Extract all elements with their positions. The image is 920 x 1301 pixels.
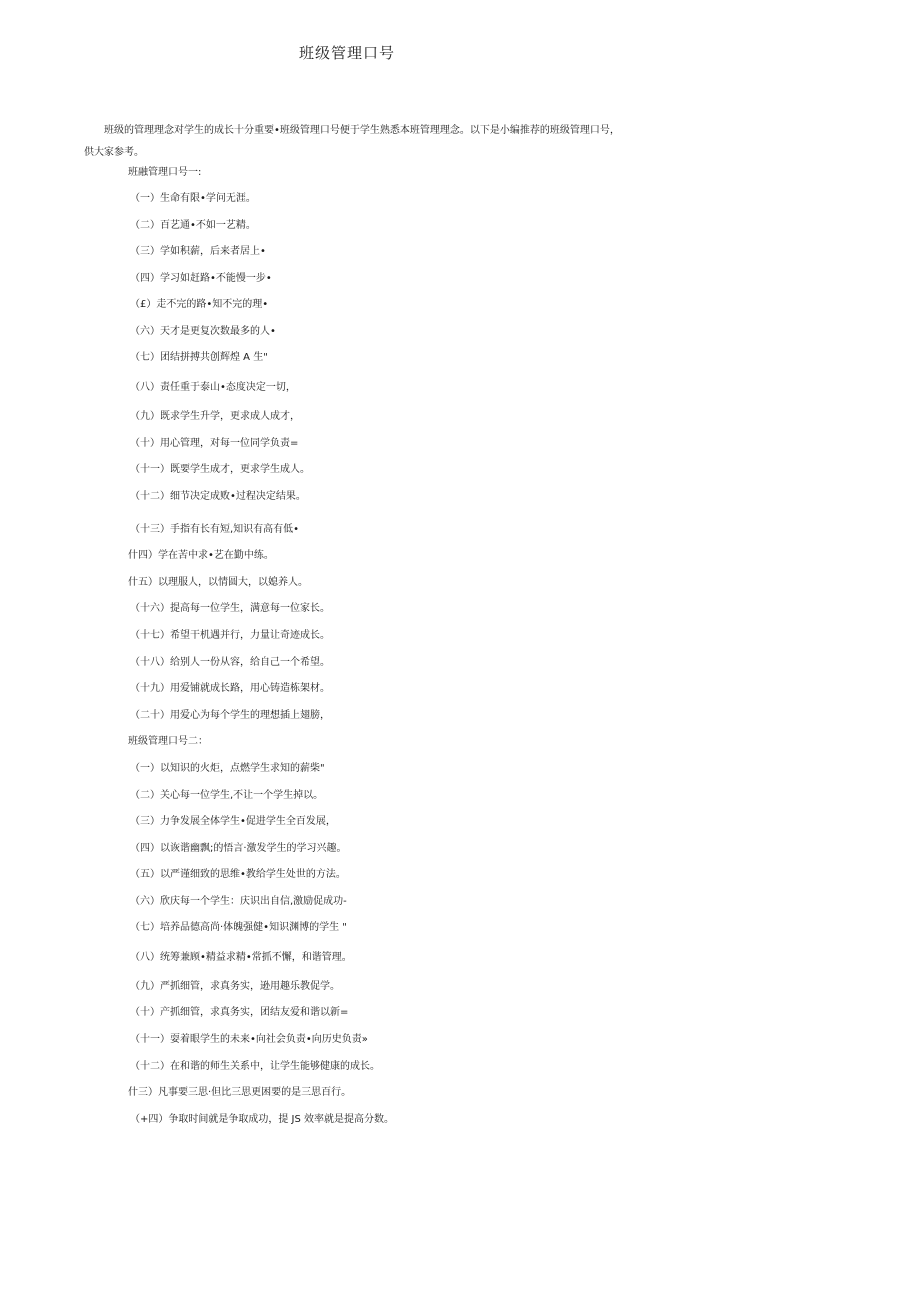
slogan-line: （七）团结拼搏共创辉煌 A 生" [130,352,268,363]
slogan-line: （十二）细节决定成败•过程决定结果。 [130,491,306,502]
slogan-line: （八）统筹兼顾•精益求精•常抓不懈，和谐管理。 [130,952,352,963]
slogan-line: （十）产抓细管，求真务实，团结友爱和谐以新= [130,1007,349,1018]
slogan-line: （十七）希望干机遇并行，力量让奇迹成长。 [130,630,330,641]
slogan-line: 什四）学在苦中求•艺在勤中练。 [128,550,274,561]
intro-paragraph: 班级的管理理念对学生的成长十分重要•班级管理口号便于学生熟悉本班管理理念。以下是小编推荐的班级管理口号， [104,125,620,136]
slogan-line: （二）关心每一位学生,不让一个学生掉以。 [130,790,324,801]
slogan-line: （五）以严谨细致的思维•教给学生处世的方法。 [130,869,346,880]
slogan-line: （四）以诙谐幽飘;的悟言·激发学生的学习兴趣。 [130,843,347,854]
slogan-line: （+四）争取时间就是争取成功，提 JS 效率就是提高分数。 [130,1114,395,1125]
slogan-line: （十一）既要学生成才，更求学生成人。 [130,464,310,475]
slogan-line: （£）走不完的路•知不完的理• [130,299,269,310]
slogan-line: 什三）凡事要三思·但比三思更困要的是三思百行。 [128,1087,352,1098]
slogan-line: （十一）耍着眼学生的未来•向社会负责•向历史负责» [130,1034,368,1045]
section-heading-two: 班级管理口号二： [128,736,208,747]
slogan-line: （三）力争发展全体学生•促进学生全百发展， [130,816,336,827]
slogan-line: 什五）以理服人，以情圆大，以媳养人。 [128,577,308,588]
slogan-line: （八）责任重于泰山•态度决定一切， [130,382,296,393]
slogan-line: （一）生命有限•学问无涯。 [130,193,256,204]
slogan-line: （三）学如积薪，后来者居上• [130,246,266,257]
slogan-line: （一）以知识的火炬，点燃学生求知的薪柴" [130,763,325,774]
intro-paragraph-continued: 供大家参考。 [84,147,144,158]
slogan-line: （十）用心管理，对每一位同学负责= [130,438,299,449]
slogan-line: （六）欣庆每一个学生：庆识出自信,激励促成功- [130,896,347,907]
slogan-line: （十二）在和谐的师生关系中，让学生能够健康的成长。 [130,1061,380,1072]
slogan-line: （二十）用爱心为每个学生的理想插上翅膀， [130,710,330,721]
slogan-line: （十八）给别人一份从容，给自己一个希望。 [130,657,330,668]
slogan-line: （十六）提高每一位学生，满意每一位家长。 [130,603,330,614]
section-heading-one: 班融管理口号一: [128,167,202,178]
slogan-line: （六）天才是更复次数最多的人• [130,326,276,337]
slogan-line: （二）百艺通•不如一艺精。 [130,220,256,231]
slogan-line: （十三）手指有长有短,知识有高有低• [130,524,300,535]
slogan-line: （十九）用爱铺就成长路，用心铸造栋架材。 [130,683,330,694]
slogan-line: （七）培养品德高尚·体魄强健•知识渊博的学生 " [130,922,347,933]
slogan-line: （九）严抓细管，求真务实，逊用趣乐教促学。 [130,981,340,992]
slogan-line: （九）既求学生升学，更求成人成才， [130,411,300,422]
slogan-line: （四）学习如赶路•不能慢一步• [130,273,272,284]
document-title: 班级管理口号 [298,44,395,62]
